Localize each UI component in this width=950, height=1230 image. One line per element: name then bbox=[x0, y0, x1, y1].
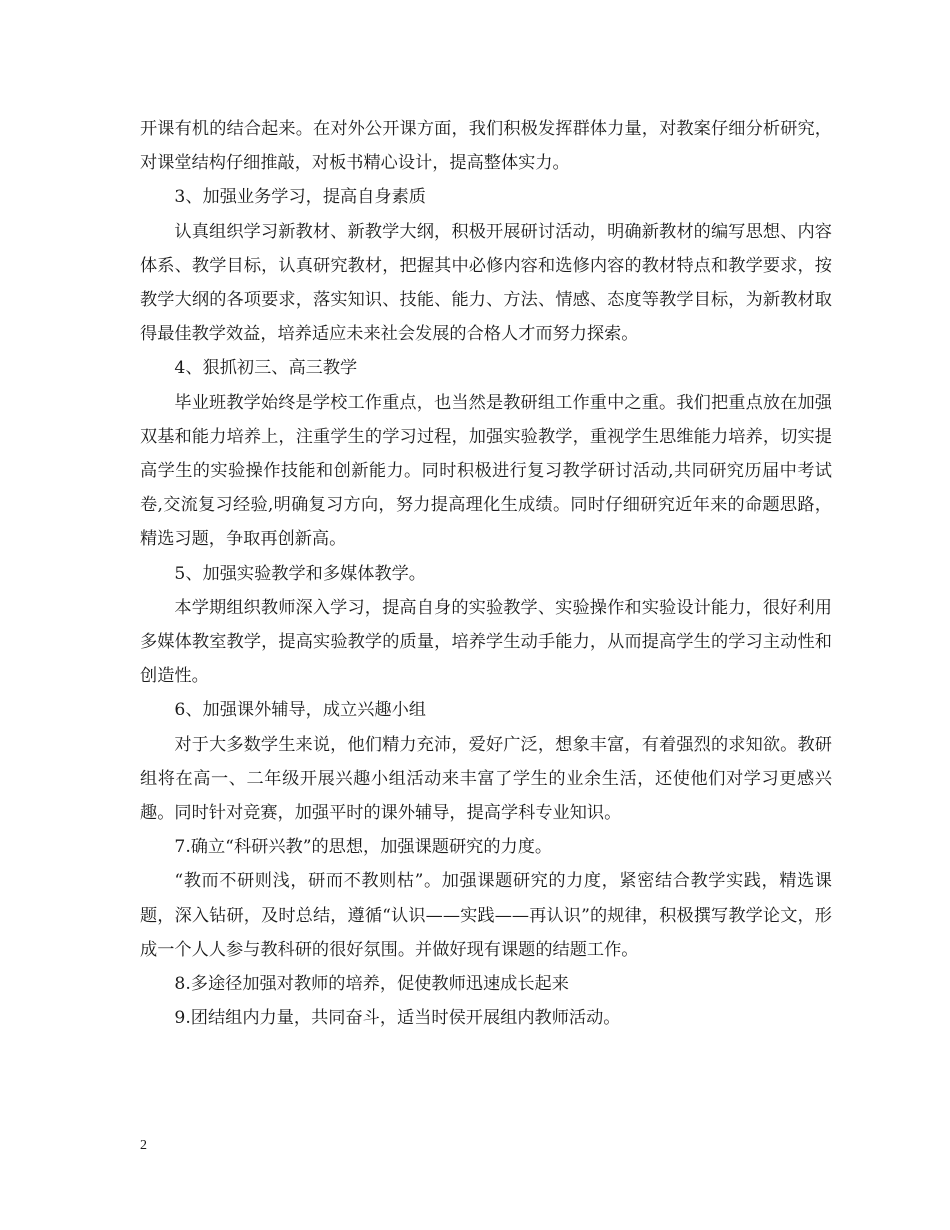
section-heading-3: 3、加强业务学习，提高自身素质 bbox=[174, 187, 426, 208]
paragraph-interest-groups: 对于大多数学生来说，他们精力充沛，爱好广泛，想象丰富，有着强烈的求知欲。教研组将在高一、二年级开展兴趣小组活动来丰富了学生的业余生活，还使他们对学习更感兴趣。同时针对竞赛，加强平时的课外辅导，提高学科专业知识。 bbox=[140, 734, 832, 824]
paragraph-experiments: 本学期组织教师深入学习，提高自身的实验教学、实验操作和实验设计能力，很好利用多媒体教室教学，提高实验教学的质量，培养学生动手能力，从而提高学生的学习主动性和创造性。 bbox=[140, 597, 832, 687]
page-number: 2 bbox=[140, 1138, 147, 1153]
page-body bbox=[140, 112, 832, 1035]
section-heading-6: 6、加强课外辅导，成立兴趣小组 bbox=[174, 700, 426, 721]
paragraph-study: 认真组织学习新教材、新教学大纲，积极开展研讨活动，明确新教材的编写思想、内容体系、教学目标，认真研究教材，把握其中必修内容和选修内容的教材特点和教学要求，按教学大纲的各项要求，落实知识、技能、能力、方法、情感、态度等教学目标，为新教材取得最佳教学效益，培养适应未来社会发展的合格人才而努力探索。 bbox=[140, 221, 832, 345]
section-heading-7: 7.确立“科研兴教”的思想，加强课题研究的力度。 bbox=[174, 837, 553, 858]
paragraph-continuation: 开课有机的结合起来。在对外公开课方面，我们积极发挥群体力量，对教案仔细分析研究，对课堂结构仔细推敲，对板书精心设计，提高整体实力。 bbox=[140, 119, 832, 174]
section-heading-5: 5、加强实验教学和多媒体教学。 bbox=[174, 563, 426, 584]
section-heading-4: 4、狠抓初三、高三教学 bbox=[174, 358, 358, 379]
paragraph-research: “教而不研则浅，研而不教则枯”。加强课题研究的力度，紧密结合教学实践，精选课题，深入钻研，及时总结，遵循“认识——实践——再认识”的规律，积极撰写教学论文，形成一个人人参与教科研的很好氛围。并做好现有课题的结题工作。 bbox=[140, 871, 832, 960]
section-heading-9: 9.团结组内力量，共同奋斗，适当时侯开展组内教师活动。 bbox=[174, 1008, 621, 1029]
paragraph-graduating-class: 毕业班教学始终是学校工作重点，也当然是教研组工作重中之重。我们把重点放在加强双基和能力培养上，注重学生的学习过程，加强实验教学，重视学生思维能力培养，切实提高学生的实验操作技能和创新能力。同时积极进行复习教学研讨活动,共同研究历届中考试卷,交流复习经验,明确复习方向，努力提高理化生成绩。同时仔细研究近年来的命题思路，精选习题，争取再创新高。 bbox=[140, 392, 832, 550]
section-heading-8: 8.多途径加强对教师的培养，促使教师迅速成长起来 bbox=[174, 974, 569, 995]
